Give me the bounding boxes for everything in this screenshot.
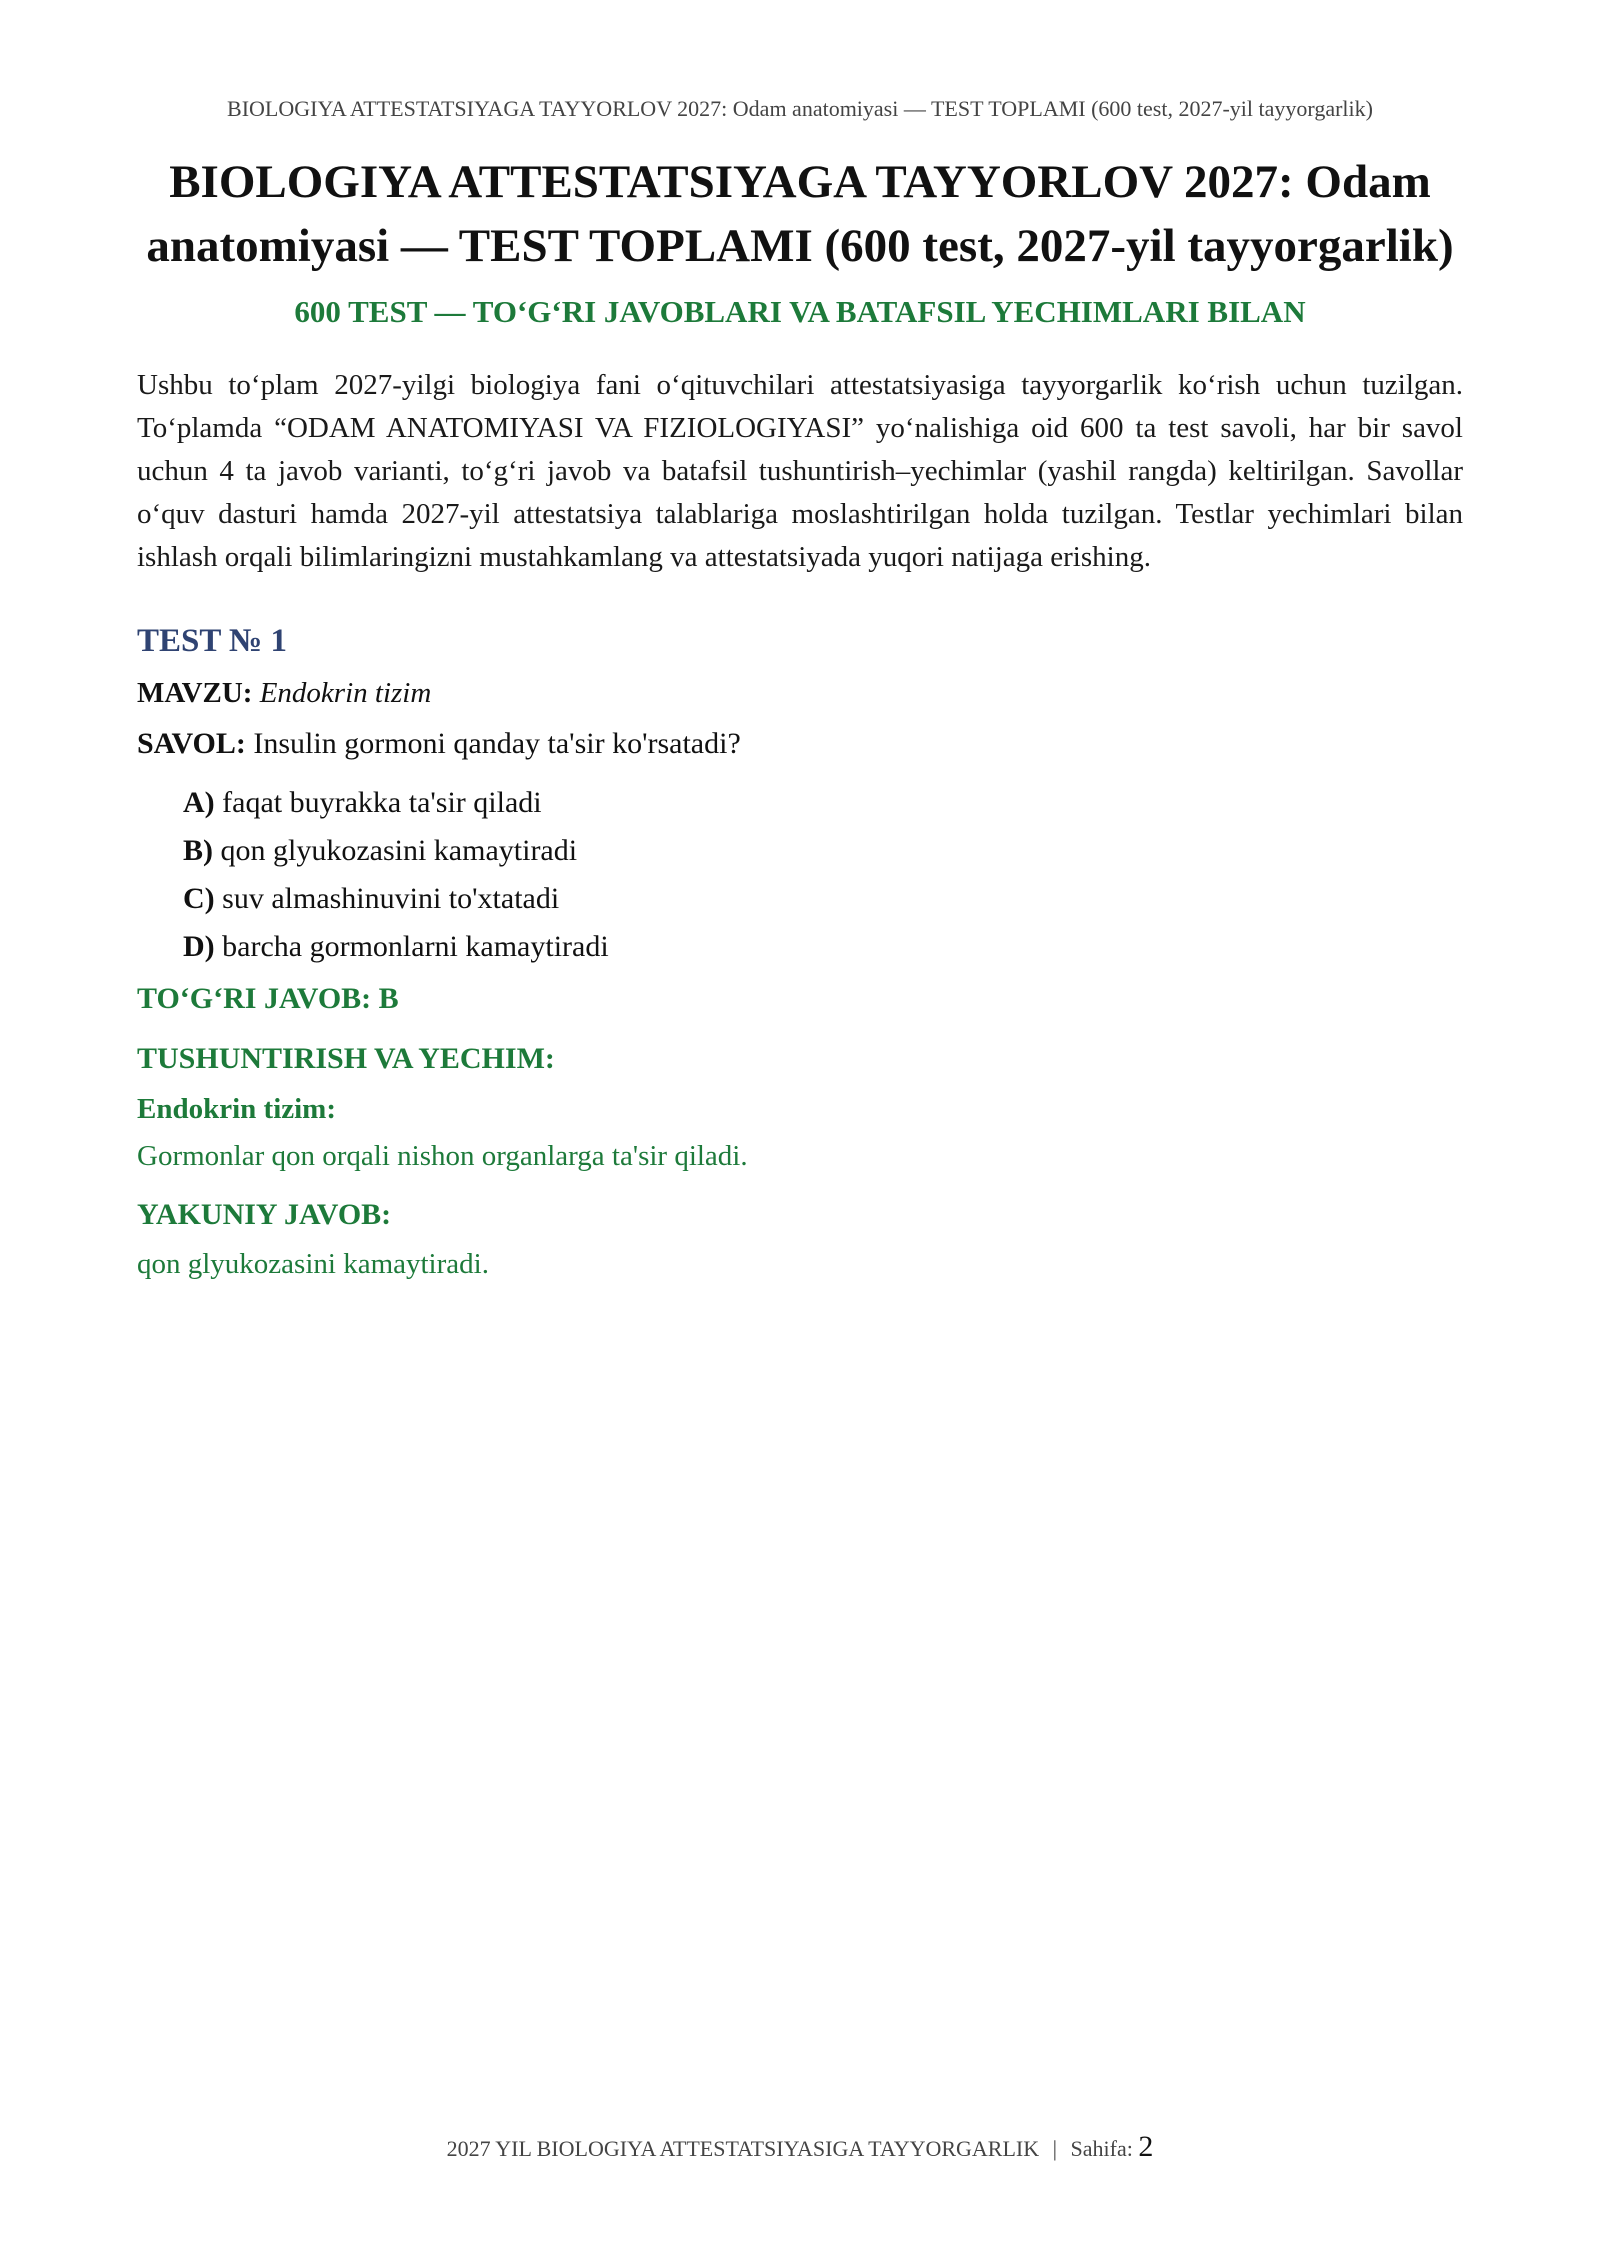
- correct-answer: TO‘G‘RI JAVOB: B: [137, 982, 399, 1015]
- page-number: 2: [1138, 2130, 1154, 2163]
- test-heading: TEST № 1: [137, 623, 287, 659]
- option-key: C): [183, 882, 215, 915]
- option-b: [183, 827, 1463, 875]
- final-answer-text: qon glyukozasini kamaytiradi.: [137, 1248, 489, 1280]
- explanation-heading: TUSHUNTIRISH VA YECHIM:: [137, 1042, 555, 1075]
- option-key: A): [183, 786, 215, 819]
- topic-value: Endokrin tizim: [259, 677, 432, 709]
- option-text: faqat buyrakka ta'sir qiladi: [222, 786, 542, 819]
- option-d: [183, 923, 1463, 971]
- running-footer: [0, 2130, 1600, 2164]
- question-text: Insulin gormoni qanday ta'sir ko'rsatadi?: [253, 727, 741, 760]
- question-label: SAVOL:: [137, 727, 246, 760]
- page-label: Sahifa:: [1070, 2136, 1133, 2161]
- footer-text: 2027 YIL BIOLOGIYA ATTESTATSIYASIGA TAYYORGARLIK: [446, 2136, 1040, 2161]
- intro-paragraph: Ushbu to‘plam 2027-yilgi biologiya fani o‘qituvchilari attestatsiyasiga tayyorgarlik ko‘rish uchun tuzilgan. To‘plamda “ODAM ANATOMIYASI VA FIZIOLOGIYASI” yo‘nalishiga oid 600 ta test savoli, har bir savol uchun 4 ta javob varianti, to‘g‘ri javob va batafsil tushuntirish–yechimlar (yashil rangda) keltirilgan. Savollar o‘quv dasturi hamda 2027-yil attestatsiya talablariga moslashtirilgan holda tuzilgan. Testlar yechimlari bilan ishlash orqali bilimlaringizni mustahkamlang va attestatsiyada yuqori natijaga erishing.: [137, 369, 1463, 573]
- option-text: qon glyukozasini kamaytiradi: [220, 834, 578, 867]
- document-title: BIOLOGIYA ATTESTATSIYAGA TAYYORLOV 2027: Odam anatomiyasi — TEST TOPLAMI (600 test, 2027-yil tayyorgarlik): [146, 156, 1454, 272]
- running-header: BIOLOGIYA ATTESTATSIYAGA TAYYORLOV 2027: Odam anatomiyasi — TEST TOPLAMI (600 test, 2027-yil tayyorgarlik): [227, 96, 1373, 121]
- option-key: B): [183, 834, 213, 867]
- topic-label: MAVZU:: [137, 677, 253, 709]
- explanation-text: Gormonlar qon orqali nishon organlarga ta'sir qiladi.: [137, 1140, 748, 1172]
- question-line: [137, 723, 1463, 765]
- option-c: [183, 875, 1463, 923]
- option-key: D): [183, 930, 215, 963]
- answer-options: [183, 779, 1463, 971]
- footer-separator: |: [1052, 2136, 1058, 2161]
- option-text: barcha gormonlarni kamaytiradi: [222, 930, 609, 963]
- topic-line: [137, 673, 1463, 713]
- option-a: [183, 779, 1463, 827]
- explanation-subheading: Endokrin tizim:: [137, 1093, 336, 1125]
- document-subtitle: 600 TEST — TO‘G‘RI JAVOBLARI VA BATAFSIL YECHIMLARI BILAN: [294, 294, 1306, 329]
- final-answer-heading: YAKUNIY JAVOB:: [137, 1198, 392, 1231]
- option-text: suv almashinuvini to'xtatadi: [222, 882, 560, 915]
- page-content: [137, 150, 1463, 1285]
